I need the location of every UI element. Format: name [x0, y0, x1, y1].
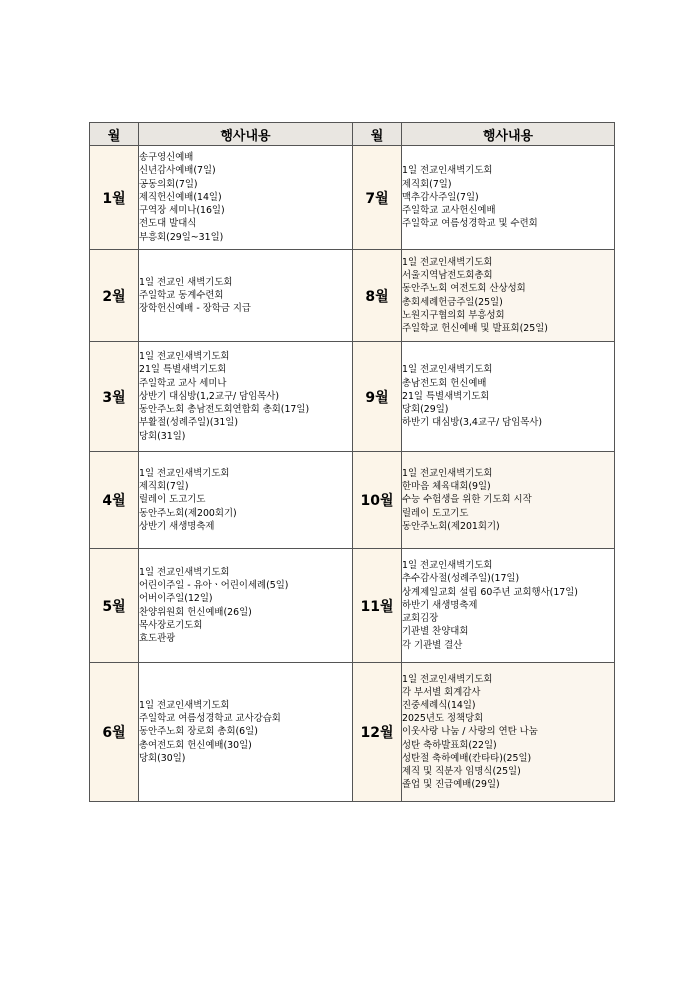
- event-list: [402, 250, 615, 342]
- event-item: 찬양위원회 헌신예배(26일): [139, 606, 252, 618]
- event-item: 제직회(7일): [402, 178, 452, 190]
- event-item: 노원지구협의회 부흥성회: [402, 309, 505, 321]
- event-item: 릴레이 도고기도: [402, 507, 469, 519]
- month-label: 4월: [90, 452, 139, 549]
- event-item: 성탄 축하발표회(22일): [402, 739, 497, 751]
- event-item: 주일학교 교사헌신예배: [402, 205, 496, 217]
- event-item: 릴레이 도고기도: [139, 494, 206, 506]
- event-item: 부흥회(29일~31일): [139, 231, 224, 243]
- event-item: 제직회(7일): [139, 481, 189, 493]
- event-item: 추수감사절(성례주일)(17일): [402, 573, 520, 585]
- event-list: [402, 549, 615, 663]
- event-item: 주일학교 헌신예배 및 발표회(25일): [402, 322, 548, 334]
- event-item: 제직헌신예배(14일): [139, 191, 222, 203]
- event-item: 공동의회(7일): [139, 178, 198, 190]
- event-item: 어버이주일(12일): [139, 593, 213, 605]
- event-item: 총남전도회 헌신예배: [402, 377, 487, 389]
- month-label: 7월: [353, 146, 402, 250]
- month-label: 9월: [353, 342, 402, 452]
- event-item: 맥추감사주일(7일): [402, 191, 479, 203]
- table-row: [90, 342, 615, 452]
- table-row: [90, 663, 615, 802]
- event-item: 기관별 찬양대회: [402, 626, 469, 638]
- month-label: 1월: [90, 146, 139, 250]
- event-item: 동안주노회 여전도회 산상성회: [402, 283, 526, 295]
- event-item: 진중세례식(14일): [402, 699, 476, 711]
- event-item: 제직 및 직분자 임명식(25일): [402, 766, 521, 777]
- event-item: 1일 전교인새벽기도회: [402, 467, 493, 479]
- table-row: [90, 250, 615, 342]
- month-label: 11월: [353, 549, 402, 663]
- event-item: 1일 전교인새벽기도회: [139, 351, 230, 363]
- event-item: 1일 전교인새벽기도회: [402, 673, 493, 685]
- month-label: 5월: [90, 549, 139, 663]
- event-item: 동안주노회(제201회기): [402, 520, 500, 532]
- event-item: 효도관광: [139, 632, 176, 644]
- event-item: 2025년도 정책당회: [402, 713, 484, 725]
- month-label: 2월: [90, 250, 139, 342]
- event-item: 동안주노회 장로회 총회(6일): [139, 726, 258, 738]
- event-item: 각 부서별 회계감사: [402, 686, 481, 698]
- month-label: 8월: [353, 250, 402, 342]
- event-list: [139, 146, 353, 250]
- month-label: 3월: [90, 342, 139, 452]
- event-item: 1일 전교인새벽기도회: [402, 256, 493, 268]
- events-header: 행사내용: [402, 123, 615, 146]
- event-list: [402, 146, 615, 250]
- event-item: 21일 특별새벽기도회: [402, 390, 490, 402]
- event-list: [402, 452, 615, 549]
- month-label: 10월: [353, 452, 402, 549]
- month-header: 월: [90, 123, 139, 146]
- event-item: 당회(30일): [139, 752, 186, 764]
- event-item: 상반기 새생명축제: [139, 520, 215, 532]
- event-item: 교회김장: [402, 613, 439, 625]
- table-header-row: [90, 123, 615, 146]
- event-item: 1일 전교인새벽기도회: [402, 165, 493, 177]
- event-item: 하반기 대심방(3,4교구/ 담임목사): [402, 417, 543, 429]
- event-item: 당회(29일): [402, 404, 449, 416]
- event-item: 구역장 세미나(16일): [139, 205, 225, 217]
- event-item: 1일 전교인새벽기도회: [139, 699, 230, 711]
- event-item: 전도대 발대식: [139, 218, 197, 230]
- event-list: [402, 663, 615, 802]
- event-list: [402, 342, 615, 452]
- event-item: 1일 전교인 새벽기도회: [139, 276, 233, 288]
- event-item: 주일학교 여름성경학교 교사강습회: [139, 713, 281, 725]
- event-item: 1일 전교인새벽기도회: [139, 467, 230, 479]
- event-item: 목사장로기도회: [139, 619, 203, 631]
- event-item: 신년감사예배(7일): [139, 165, 216, 177]
- annual-event-table: [89, 122, 615, 802]
- event-item: 어린이주일 - 유아ㆍ어린이세례(5일): [139, 580, 289, 592]
- table-row: [90, 452, 615, 549]
- event-item: 상계제일교회 설립 60주년 교회행사(17일): [402, 586, 578, 598]
- month-label: 12월: [353, 663, 402, 802]
- event-list: [139, 342, 353, 452]
- event-item: 총여전도회 헌신예배(30일): [139, 739, 252, 751]
- event-item: 수능 수험생을 위한 기도회 시작: [402, 494, 532, 506]
- event-item: 상반기 대심방(1,2교구/ 담임목사): [139, 390, 280, 402]
- event-list: [139, 549, 353, 663]
- event-item: 주일학교 여름성경학교 및 수련회: [402, 218, 538, 230]
- event-item: 총회세례헌금주일(25일): [402, 296, 503, 308]
- event-item: 장학헌신예배 - 장학금 지급: [139, 303, 251, 315]
- month-header: 월: [353, 123, 402, 146]
- event-item: 동안주노회 총남전도회연합회 총회(17일): [139, 404, 310, 416]
- events-header: 행사내용: [139, 123, 353, 146]
- event-item: 당회(31일): [139, 430, 186, 442]
- event-item: 동안주노회(제200회기): [139, 507, 237, 519]
- event-item: 서울지역남전도회총회: [402, 270, 493, 282]
- event-item: 이웃사랑 나눔 / 사랑의 연탄 나눔: [402, 726, 538, 738]
- event-item: 송구영신예배: [139, 152, 194, 164]
- event-item: 각 기관별 결산: [402, 639, 463, 651]
- table-row: [90, 146, 615, 250]
- event-item: 성탄절 축하예배(칸타타)(25일): [402, 752, 532, 764]
- event-item: 부활절(성례주일)(31일): [139, 417, 239, 429]
- event-item: 21일 특별새벽기도회: [139, 364, 227, 376]
- event-list: [139, 452, 353, 549]
- month-label: 6월: [90, 663, 139, 802]
- event-item: 졸업 및 진급예배(29일): [402, 779, 500, 791]
- event-item: 1일 전교인새벽기도회: [139, 566, 230, 578]
- event-item: 한마음 체육대회(9일): [402, 481, 491, 493]
- event-item: 주일학교 교사 세미나: [139, 377, 227, 389]
- event-list: [139, 663, 353, 802]
- event-item: 주일학교 동계수련회: [139, 289, 224, 301]
- event-item: 하반기 새생명축제: [402, 599, 478, 611]
- event-item: 1일 전교인새벽기도회: [402, 364, 493, 376]
- event-item: 1일 전교인새벽기도회: [402, 560, 493, 572]
- table-row: [90, 549, 615, 663]
- event-list: [139, 250, 353, 342]
